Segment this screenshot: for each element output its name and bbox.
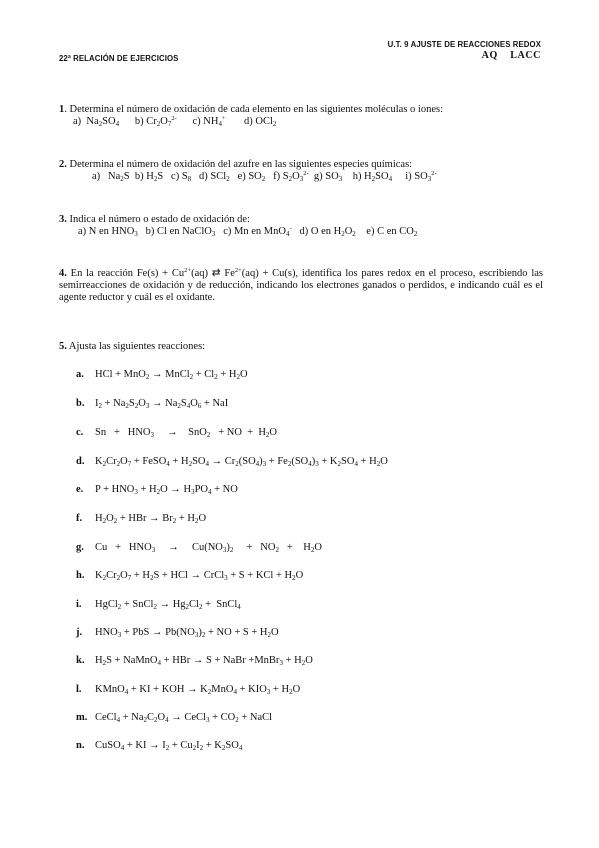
reaction-i: i. HgCl$_2$ + SnCl$_2$ → $Hg_2Cl_2$ + SnCl$_4$ [76,599,241,611]
question-2-statement: 2. Determina el número de oxidación del azufre en las siguientes especies químicas: [59,159,413,170]
relation-title: 22ª RELACIÓN DE EJERCICIOS [59,54,179,63]
question-1 [59,104,543,128]
reaction-c: c. $Sn + HNO_3$ → SnO$_2$ + NO + $H_2O$ [76,427,278,439]
question-2 [59,159,543,183]
question-4: 4. En la reacción $Fe(s) + Cu^{2+}(aq)$ ⇄ $Fe^{2+}(aq) + Cu(s)$, identifica los pares redox en el proceso, escribiendo las semirreacciones de oxidación y de reducción, indicando los electrones ganados o perdidos, e indicando cuál es el agente reductor y cuál es el oxidante. [59,267,544,303]
unit-title: U.T. 9 AJUSTE DE REACCIONES REDOX [387,40,541,49]
reaction-j: j. $HNO_3$ + PbS → $Pb(NO_3)_2$ + NO + $S + H_2O$ [76,627,279,639]
reaction-m: m. CeCl$_4$ + $Na_2C_2O_4$ → CeCl$_3$ + $CO_2$ + NaCl [76,712,273,724]
reaction-b: b. $I_2 + Na_2S_2O_3 \to Na_2S_4O_6$ + NaI [76,398,229,410]
reaction-d: d. $K_2Cr_2O_7$ + FeSO$_4$ + $H_2SO_4 \to Cr_2(SO_4)_3 + Fe_2(SO_4)_3 + K_2SO_4 + H_2O$ [76,456,388,468]
question-3-options: a) N en $HNO_3$ b) Cl en NaClO$_3$ c) Mn en MnO$_4$- d) O en $H_2O_2$ e) C en $CO_2$ [78,225,418,238]
reaction-a: a. HCl + MnO$_2$ → MnCl$_2$ + $Cl_2 + H_2O$ [76,369,248,381]
reaction-e: e. $P + HNO_3 + H_2O \to H_3PO_4$ + NO [76,484,238,496]
question-1-statement: 1. Determina el número de oxidación de cada elemento en las siguientes moléculas o iones: [59,104,443,115]
question-2-options: a) $Na_2S$ b) $H_2S$ c) $S_8$ d) SCl$_2$ e) $SO_2$ f) $S_2O_3^{2-}$ g) $SO_3$ h) $H_2SO_4$ i) $SO_3^{2-}$ [92,170,437,183]
reaction-f: f. $H_2O_2$ + HBr → $Br_2 + H_2O$ [76,513,207,525]
course-code: AQ LACC [481,50,541,61]
reaction-l: l. KMnO$_4$ + KI + KOH → $K_2MnO_4 + KIO_3 + H_2O$ [76,684,301,696]
question-3-statement: 3. Indica el número o estado de oxidación de: [59,214,250,225]
reaction-k: k. $H_2S$ + NaMnO$_4$ + HBr → S + NaBr +MnBr$_3$ + $H_2O$ [76,655,313,667]
question-5: 5. Ajusta las siguientes reacciones: [59,341,206,352]
question-3 [59,214,543,238]
reaction-h: h. $K_2Cr_2O_7 + H_2S$ + HCl → CrCl$_3$ + S + KCl + $H_2O$ [76,570,304,582]
reaction-n: n. CuSO$_4$ + KI → $I_2 + Cu_2I_2 + K_2SO_4$ [76,740,243,752]
question-1-options: a) $Na_2SO_4$ b) $Cr_2O_7^{2-}$ c) $NH_4^+$ d) OCl$_2$ [73,115,277,128]
reaction-g: g. $Cu + HNO_3$ → $Cu(NO_3)_2$ + $NO_2$ + $H_2O$ [76,542,322,554]
